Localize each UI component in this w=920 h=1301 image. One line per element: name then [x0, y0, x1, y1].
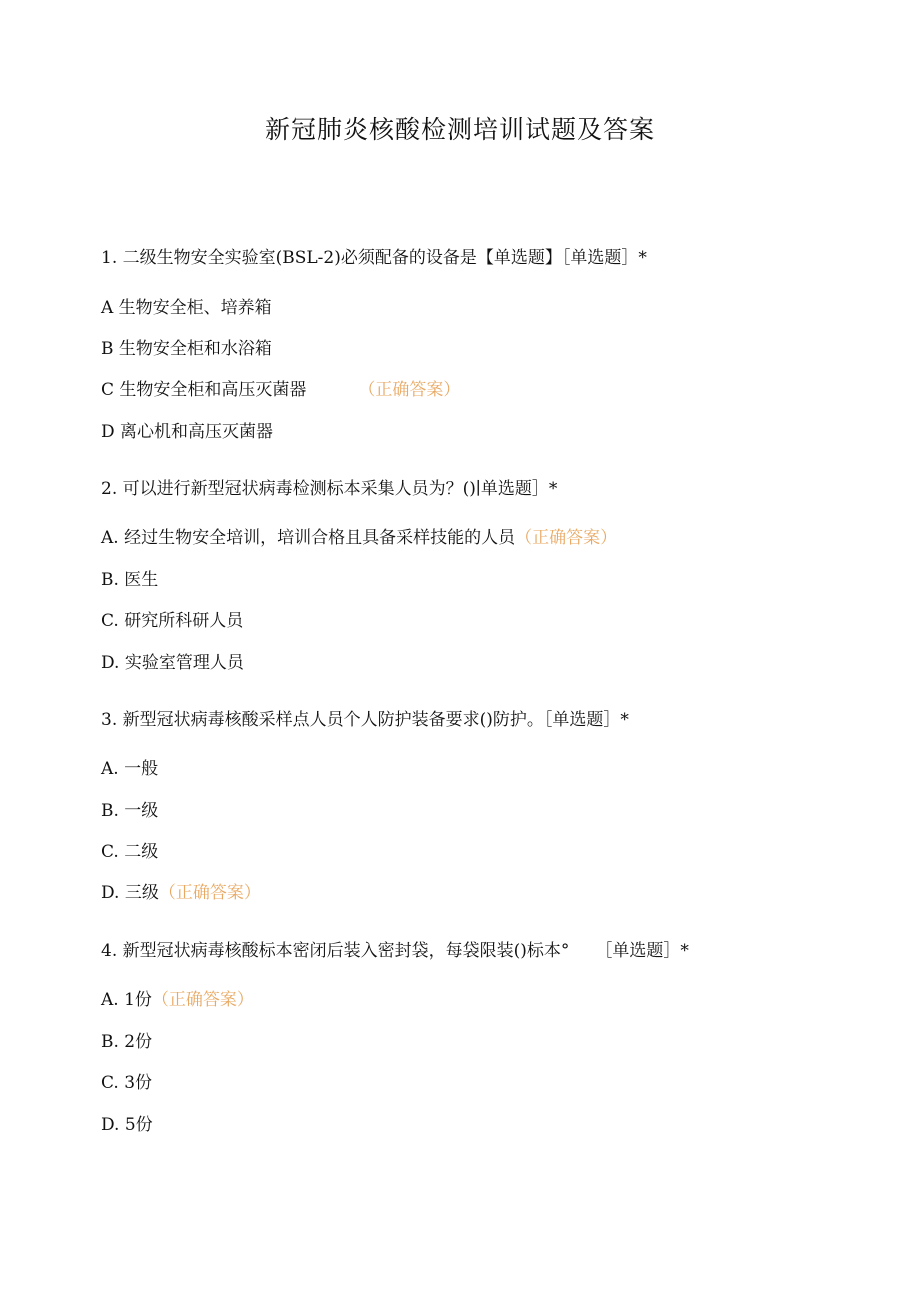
page-title: 新冠肺炎核酸检测培训试题及答案 [264, 115, 655, 144]
question-4-option-d: D. 5份 [101, 1115, 153, 1135]
correct-answer-marker: （正确答案） [151, 990, 254, 1010]
correct-answer-marker: （正确答案） [358, 380, 461, 400]
question-1-option-a: A 生物安全柜、培养箱 [101, 298, 272, 318]
correct-answer-marker: （正确答案） [158, 883, 261, 903]
option-text: A. 1份 [101, 990, 152, 1010]
question-2-option-c: C. 研究所科研人员 [101, 611, 244, 631]
option-text: D. 三级 [101, 883, 159, 903]
question-1-option-b: B 生物安全柜和水浴箱 [101, 339, 272, 359]
question-2-option-d: D. 实验室管理人员 [101, 653, 244, 673]
question-3-option-b: B. 一级 [101, 801, 159, 821]
question-3: 3. 新型冠状病毒核酸采样点人员个人防护装备要求()防护。［单选题］* [101, 710, 629, 730]
question-3-option-d [101, 880, 261, 906]
question-4-option-b: B. 2份 [101, 1032, 153, 1052]
question-2-option-b: B. 医生 [101, 570, 159, 590]
question-type-tag: ［单选题］* [595, 941, 689, 961]
question-2-option-a [101, 525, 617, 551]
option-text: C 生物安全柜和高压灭菌器 [101, 380, 307, 400]
question-1-option-c [101, 377, 460, 403]
correct-answer-marker: （正确答案） [515, 528, 618, 548]
question-3-option-c: C. 二级 [101, 842, 159, 862]
question-1: 1. 二级生物安全实验室(BSL-2)必须配备的设备是【单选题】［单选题］* [101, 248, 647, 268]
question-4 [101, 938, 689, 964]
question-3-option-a: A. 一般 [101, 759, 159, 779]
question-4-option-c: C. 3份 [101, 1073, 153, 1093]
question-4-option-a [101, 987, 254, 1013]
question-text: 4. 新型冠状病毒核酸标本密闭后装入密封袋，每袋限装()标本° [101, 941, 570, 961]
option-text: A. 经过生物安全培训，培训合格且具备采样技能的人员 [101, 528, 516, 548]
question-2: 2. 可以进行新型冠状病毒检测标本采集人员为？()∣单选题］* [101, 479, 558, 499]
question-1-option-d: D 离心机和高压灭菌器 [101, 422, 274, 442]
